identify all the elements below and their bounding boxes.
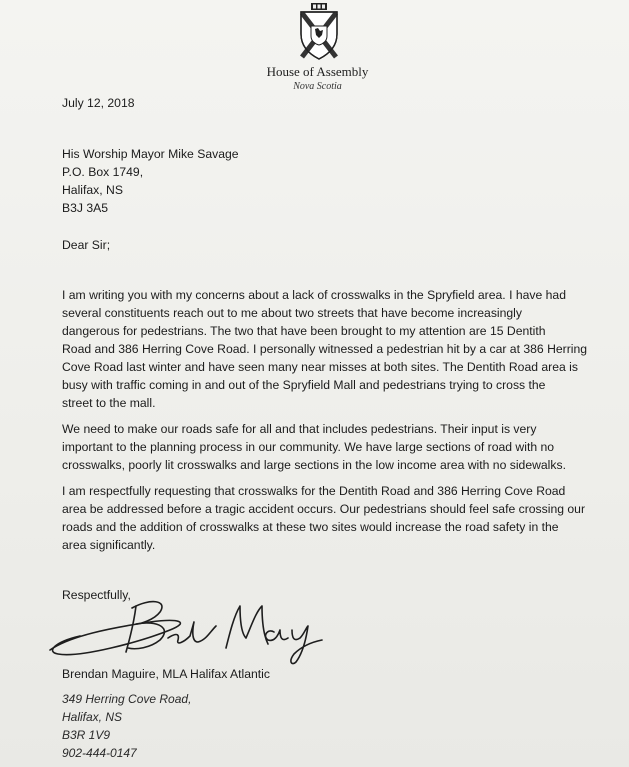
sender-address-line: Halifax, NS (62, 710, 123, 724)
recipient-line: P.O. Box 1749, (62, 165, 144, 179)
sender-phone: 902-444-0147 (62, 746, 137, 760)
letterhead-title: House of Assembly (266, 64, 369, 79)
sender-address-line: B3R 1V9 (62, 728, 111, 742)
paragraph-line: roads and the addition of crosswalks at these two sites would increase the road safety in the (62, 520, 559, 534)
paragraph-line: dangerous for pedestrians. The two that have been brought to my attention are 15 Dentith (62, 324, 546, 338)
body-paragraph-3 (62, 482, 602, 554)
paragraph-line: I am respectfully requesting that crosswalks for the Dentith Road and 386 Herring Cove Road (62, 484, 566, 498)
paragraph-line: crosswalks, poorly lit crosswalks and large sections in the low income area with no sidewalks. (62, 458, 566, 472)
closing: Respectfully, (62, 588, 131, 602)
paragraph-line: area significantly. (62, 538, 156, 552)
paragraph-line: Cove Road last winter and have seen many near misses at both sites. The Dentith Road area is (62, 360, 578, 374)
paragraph-line: I am writing you with my concerns about a lack of crosswalks in the Spryfield area. I have had (62, 288, 566, 302)
salutation: Dear Sir; (62, 238, 111, 252)
recipient-line: His Worship Mayor Mike Savage (62, 147, 239, 161)
paragraph-line: busy with traffic coming in and out of the Spryfield Mall and pedestrians trying to cross the (62, 378, 546, 392)
paragraph-line: area be addressed before a tragic accident occurs. Our pedestrians should feel safe crossing our (62, 502, 586, 516)
body-paragraph-1 (62, 286, 602, 412)
handwritten-signature (40, 592, 330, 672)
coat-of-arms-logo (296, 2, 342, 60)
recipient-address (62, 145, 239, 217)
paragraph-line: We need to make our roads safe for all and that includes pedestrians. Their input is very (62, 422, 537, 436)
letter-date: July 12, 2018 (62, 96, 135, 110)
letterhead-province: Nova Scotia (293, 81, 342, 92)
paragraph-line: street to the mall. (62, 396, 156, 410)
recipient-line: Halifax, NS (62, 183, 123, 197)
paragraph-line: several constituents reach out to me about two streets that have become increasingly (62, 306, 522, 320)
sender-address (62, 690, 191, 762)
signatory-name: Brendan Maguire, MLA Halifax Atlantic (62, 667, 270, 681)
sender-address-line: 349 Herring Cove Road, (62, 692, 192, 706)
paragraph-line: important to the planning process in our community. We have large sections of road with no (62, 440, 555, 454)
recipient-line: B3J 3A5 (62, 201, 109, 215)
paragraph-line: Road and 386 Herring Cove Road. I personally witnessed a pedestrian hit by a car at 386 Herring (62, 342, 588, 356)
body-paragraph-2 (62, 420, 602, 474)
